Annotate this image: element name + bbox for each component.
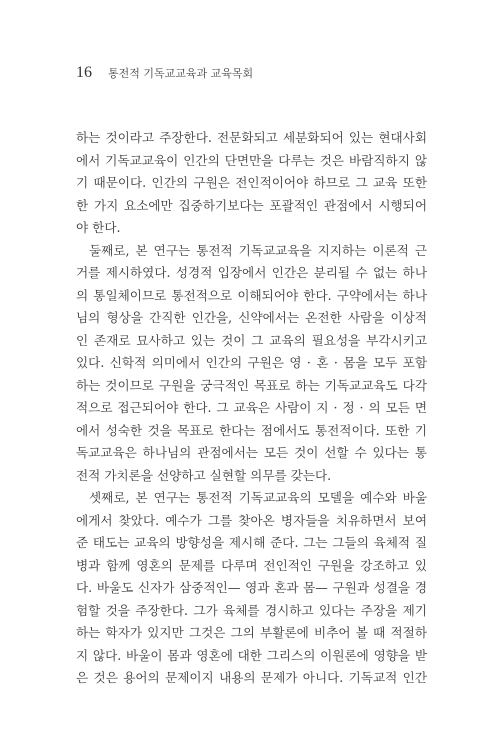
text-line: 하는 학자가 있지만 그것은 그의 부활론에 비추어 볼 때 적절하 [76, 625, 427, 640]
text-line: 하는 것이므로 구원을 궁극적인 목표로 하는 기독교교육도 다각 [76, 377, 427, 393]
text-line: 에서 기독교교육이 인간의 단면만을 다루는 것은 바람직하지 않 [76, 152, 427, 168]
text-line: 있다. 신학적 의미에서 인간의 구원은 영 · 혼 · 몸을 모두 포함 [76, 355, 427, 370]
text-line: 준 태도는 교육의 방향성을 제시해 준다. 그는 그들의 육체적 질 [76, 535, 427, 550]
text-line: 은 것은 용어의 문제이지 내용의 문제가 아니다. 기독교적 인간 [76, 670, 427, 685]
text-line: 거를 제시하였다. 성경적 입장에서 인간은 분리될 수 없는 하나 [76, 265, 427, 280]
text-line: 인 존재로 묘사하고 있는 것이 그 교육의 필요성을 부각시키고 [76, 332, 427, 348]
text-line: 둘째로, 본 연구는 통전적 기독교교육을 지지하는 이론적 근 [89, 242, 427, 258]
text-line: 독교교육은 하나님의 관점에서는 모든 것이 선할 수 있다는 통 [76, 445, 427, 460]
text-line: 셋째로, 본 연구는 통전적 기독교교육의 모델을 예수와 바울 [89, 490, 427, 505]
running-title: 통전적 기독교교육과 교육목회 [108, 67, 254, 80]
page-header [76, 64, 253, 84]
text-line: 병과 함께 영혼의 문제를 다루며 전인적인 구원을 강조하고 있 [76, 557, 427, 573]
text-line: 한 가지 요소에만 집중하기보다는 포괄적인 관점에서 시행되어 [76, 197, 427, 213]
body-text [76, 127, 427, 690]
text-line: 지 않다. 바울이 몸과 영혼에 대한 그리스의 이원론에 영향을 받 [76, 647, 427, 663]
text-line: 기 때문이다. 인간의 구원은 전인적이어야 하므로 그 교육 또한 [76, 175, 427, 190]
text-line: 전적 가치론을 선양하고 실현할 의무를 갖는다. [76, 467, 332, 483]
text-line: 하는 것이라고 주장한다. 전문화되고 세분화되어 있는 현대사회 [76, 130, 427, 145]
text-line: 다. 바울도 신자가 삼중적인— 영과 혼과 몸— 구원과 성결을 경 [76, 580, 427, 595]
text-line: 야 한다. [76, 220, 121, 235]
text-line: 의 통일체이므로 통전적으로 이해되어야 한다. 구약에서는 하나 [76, 287, 427, 303]
text-line: 에서 성숙한 것을 목표로 한다는 점에서도 통전적이다. 또한 기 [76, 422, 427, 438]
text-line: 적으로 접근되어야 한다. 그 교육은 사람이 지 · 정 · 의 모든 면 [76, 400, 427, 415]
text-line: 님의 형상을 간직한 인간을, 신약에서는 온전한 사람을 이상적 [76, 310, 427, 325]
text-line: 에게서 찾았다. 예수가 그를 찾아온 병자들을 치유하면서 보여 [76, 512, 427, 528]
text-line: 험할 것을 주장한다. 그가 육체를 경시하고 있다는 주장을 제기 [76, 602, 427, 618]
page-number: 16 [76, 64, 92, 81]
